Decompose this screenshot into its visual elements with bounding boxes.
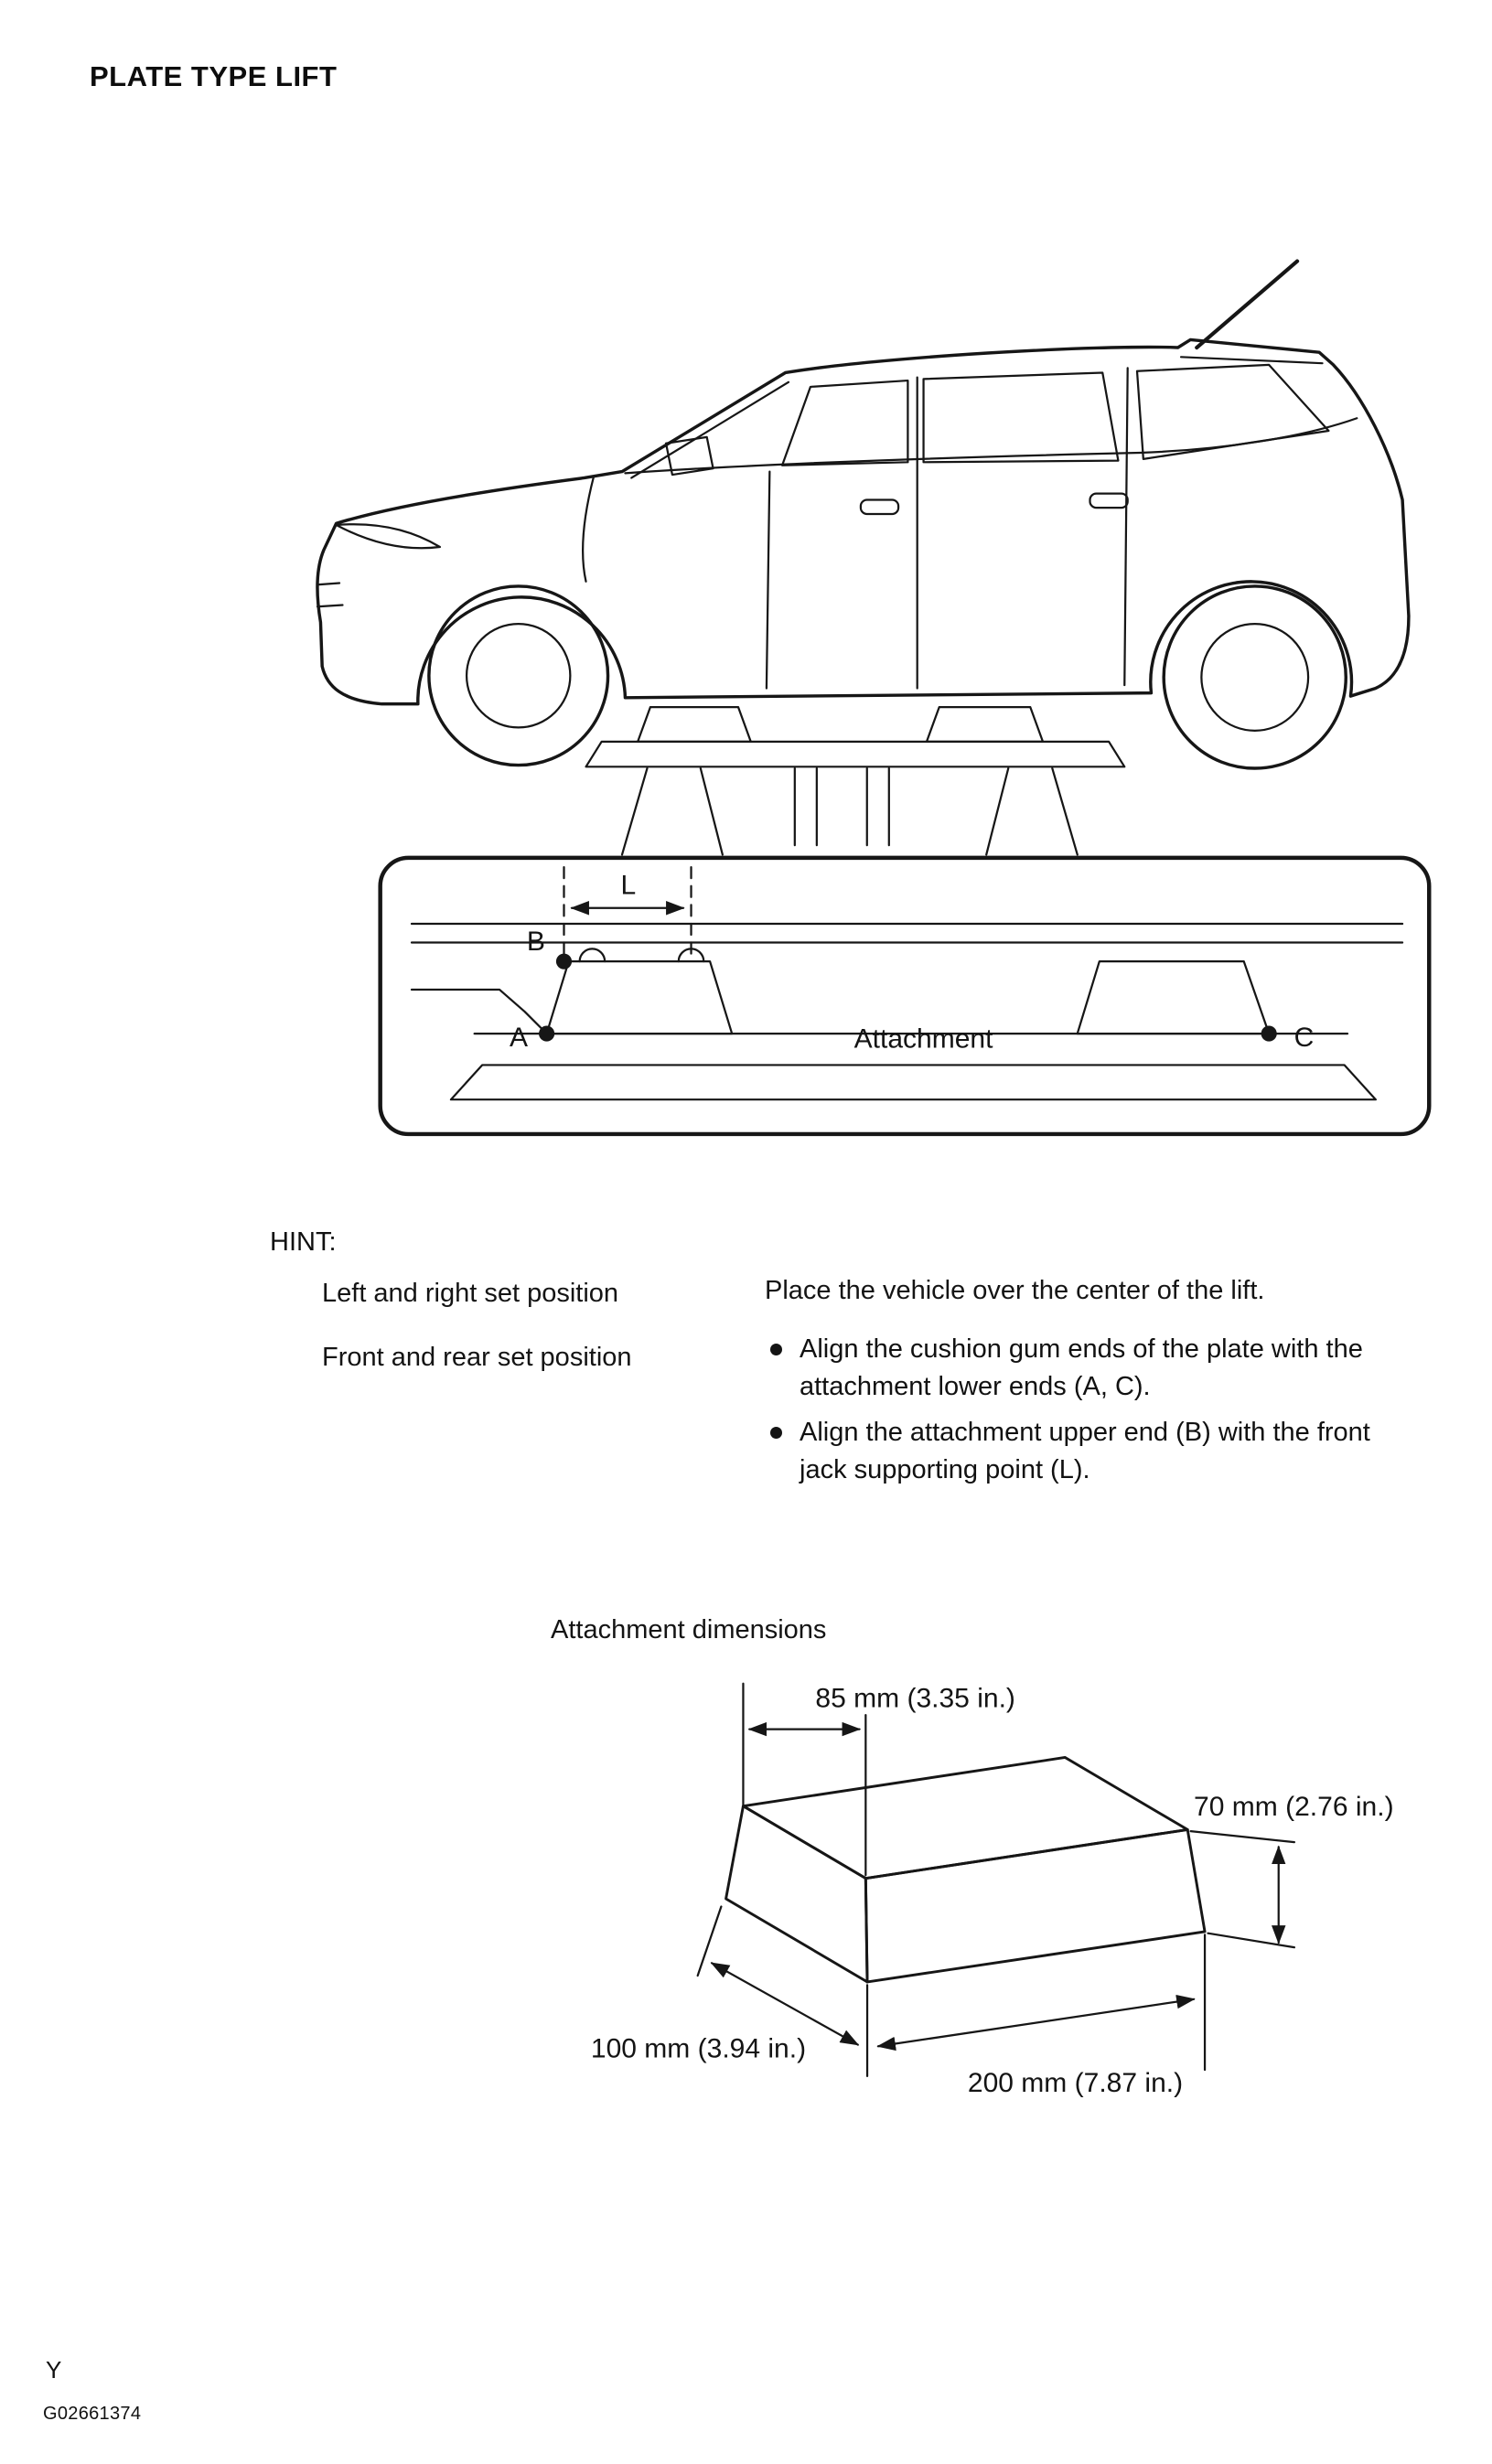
front-door-edge <box>767 472 769 689</box>
label-l: L <box>620 870 637 901</box>
door-seam-rear <box>1124 368 1127 685</box>
attachment-left <box>638 707 751 742</box>
list-item <box>770 1414 1420 1489</box>
point-a-dot <box>539 1026 554 1042</box>
block-left-face <box>726 1806 867 1982</box>
beltline <box>625 418 1357 473</box>
rear-wheel <box>1164 586 1346 768</box>
headlight <box>337 524 440 548</box>
attachment-dimensions-drawing <box>519 1649 1476 2120</box>
cushion-gum-bumps <box>580 948 704 961</box>
fender-line <box>583 477 594 582</box>
list-item <box>770 1331 1420 1406</box>
hint-row1-text: Place the vehicle over the center of the lift. <box>765 1276 1265 1305</box>
callout-attachment-left <box>547 961 733 1034</box>
rear-door-window <box>924 372 1119 462</box>
antenna <box>1197 262 1297 348</box>
callout-leader-lines <box>622 768 1078 854</box>
callout-box <box>381 858 1430 1134</box>
bullet-text: Align the attachment upper end (B) with the front jack supporting point (L). <box>800 1418 1370 1484</box>
block-right-face <box>865 1829 1205 1981</box>
dim-label-200mm: 200 mm (7.87 in.) <box>967 2068 1184 2099</box>
footer-mark: Y <box>46 2356 62 2384</box>
rear-door-handle <box>1090 494 1128 508</box>
label-c: C <box>1293 1022 1315 1053</box>
hint-row2-label: Front and rear set position <box>322 1343 632 1372</box>
rear-spoiler-line <box>1181 357 1322 363</box>
bumper-lines <box>317 583 342 606</box>
page-title: PLATE TYPE LIFT <box>90 60 338 92</box>
dim-label-100mm: 100 mm (3.94 in.) <box>590 2033 807 2064</box>
bullet-text: Align the cushion gum ends of the plate with the attachment lower ends (A, C). <box>800 1334 1363 1401</box>
hint-row1-label: Left and right set position <box>322 1279 619 1308</box>
rear-wheel-rim <box>1201 624 1308 731</box>
lift-column-lines <box>795 768 889 845</box>
bullet-icon <box>770 1427 782 1439</box>
front-door-window <box>782 380 907 466</box>
lift-plate-under-car <box>586 707 1125 766</box>
front-door-handle <box>861 500 898 514</box>
label-b: B <box>526 927 545 958</box>
attachment-dimensions-title: Attachment dimensions <box>551 1615 827 1644</box>
dim-label-70mm: 70 mm (2.76 in.) <box>1194 1791 1394 1822</box>
dim-arrow-100 <box>712 1963 858 2044</box>
front-wheel-rim <box>467 624 570 727</box>
attachment-right <box>927 707 1043 742</box>
hint-heading: HINT: <box>270 1227 337 1257</box>
callout-plate <box>451 1065 1376 1099</box>
point-c-dot <box>1261 1026 1277 1042</box>
plate-lift-figure <box>306 252 1453 1147</box>
windshield-pillar-line <box>631 382 789 478</box>
label-a: A <box>509 1022 529 1053</box>
label-attachment: Attachment <box>853 1023 993 1055</box>
hint-bullet-list <box>770 1331 1420 1497</box>
dimension-lines <box>698 1684 1294 2076</box>
callout-border <box>381 858 1430 1134</box>
front-wheel <box>429 586 608 766</box>
quarter-window <box>1137 365 1328 459</box>
rocker-lines <box>412 924 1402 943</box>
callout-attachment-right <box>1078 961 1269 1034</box>
car-side-view <box>317 262 1409 768</box>
attachment-block <box>726 1757 1206 1981</box>
figure-code: G02661374 <box>43 2404 142 2424</box>
point-b-dot <box>556 954 572 970</box>
dim-arrow-200 <box>878 1999 1194 2046</box>
block-top-face <box>743 1757 1187 1878</box>
dim-label-85mm: 85 mm (3.35 in.) <box>815 1683 1015 1714</box>
bullet-icon <box>770 1344 782 1355</box>
lift-plate <box>586 742 1125 766</box>
